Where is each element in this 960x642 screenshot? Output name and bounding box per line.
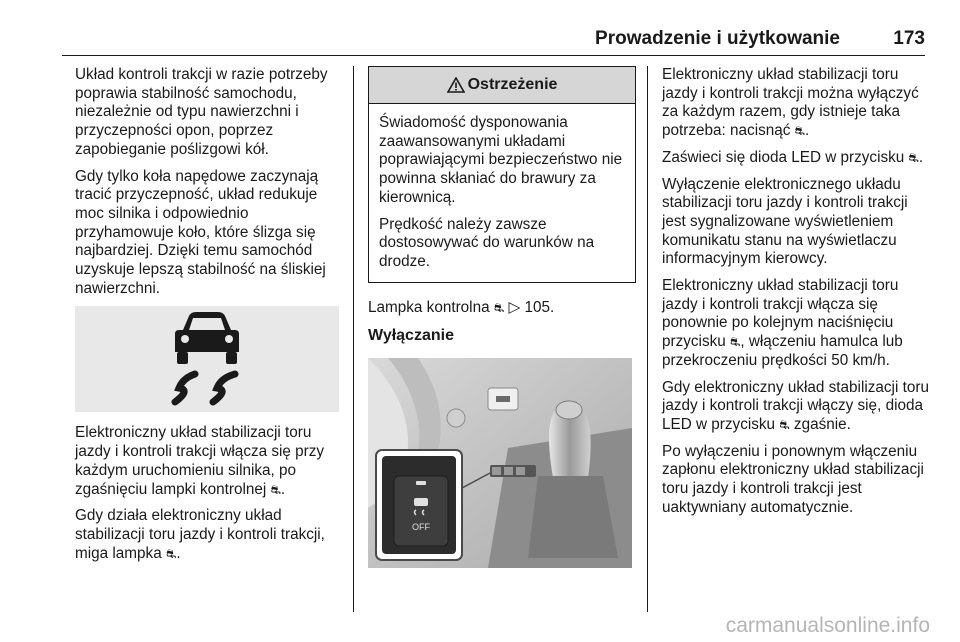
column-divider-2 (647, 66, 648, 612)
lamp-reference-page: 105. (524, 298, 555, 316)
lamp-reference: Lampka kontrolna ⛐ ▷ 105. (368, 298, 555, 316)
warning-body (369, 104, 635, 282)
esc-off-icon: ⛐ (730, 335, 741, 350)
warning-header (369, 67, 635, 104)
paragraph-can-disable: Elektroniczny układ stabilizacji toru jazdy i kontroli trakcji można wyłączyć za każdym razem, gdy istnieje taka potrzeba: nacisnąć ⛐. (662, 66, 919, 140)
column-right (662, 66, 932, 525)
page-ref-icon: ▷ (508, 298, 521, 316)
column-divider-1 (353, 66, 354, 612)
warning-triangle-icon (447, 77, 465, 93)
warning-paragraph-2: Prędkość należy zawsze dostosowywać do warunków na drodze. (379, 215, 595, 270)
page-header (0, 0, 960, 58)
warning-box (368, 66, 636, 283)
esc-warning-icon: ⛐ (493, 300, 505, 315)
column-left (75, 66, 347, 571)
paragraph-traction-function: Gdy tylko koła napędowe zaczynają tracić przyczepność, układ redukuje moc silnika i odpowiednio przyhamowuje koło, które ślizga się najbardziej. Dzięki temu samochód uzyskuje lepszą stabilność na śliskiej nawierzchni. (75, 167, 326, 297)
page-title: Prowadzenie i użytkowanie (595, 28, 840, 49)
warning-title: Ostrzeżenie (467, 75, 558, 93)
skid-car-symbol (75, 306, 339, 412)
esc-off-icon: ⛐ (794, 124, 806, 139)
paragraph-reenable: Elektroniczny układ stabilizacji toru jazdy i kontroli trakcji włącza się ponownie po kolejnym naciśnięciu przycisku ⛐, włączeniu hamulca lub przekroczeniu prędkości 50 km/h. (662, 277, 903, 369)
esc-off-icon: ⛐ (908, 150, 919, 165)
header-divider (62, 55, 925, 56)
esc-off-icon: ⛐ (779, 417, 790, 432)
console-photo (368, 358, 632, 568)
paragraph-led-on: Zaświeci się dioda LED w przycisku ⛐. (662, 148, 924, 166)
esc-warning-icon: ⛐ (165, 546, 177, 561)
page-number: 173 (893, 28, 925, 49)
watermark: carmanualsonline.info (725, 614, 930, 637)
column-middle (368, 66, 636, 568)
skid-car-figure (75, 306, 339, 412)
off-button-label: OFF (412, 522, 430, 533)
led-indicator (416, 481, 426, 485)
warning-paragraph-1: Świadomość dysponowania zaawansowanymi układami poprawiającymi bezpieczeństwo nie powinna skłaniać do brawury za kierownicą. (379, 114, 623, 206)
paragraph-traction-intro: Układ kontroli trakcji w razie potrzeby poprawia stabilność samochodu, niezależnie od typu nawierzchni i przyczepności opon, poprzez zapobieganie poślizgowi kół. (75, 66, 328, 158)
paragraph-auto-enable: Elektroniczny układ stabilizacji toru jazdy i kontroli trakcji włącza się przy każdym uruchomieniu silnika, po zgaśnięciu lampki kontrolnej ⛐. (75, 424, 325, 498)
paragraph-status-message: Wyłączenie elektronicznego układu stabilizacji toru jazdy i kontroli trakcji jest sygnalizowane wyświetleniem komunikatu stanu na wyświetlaczu informacyjnym kierowcy. (662, 175, 908, 268)
paragraph-led-off: Gdy elektroniczny układ stabilizacji toru jazdy i kontroli trakcji włączy się, dioda LED w przycisku ⛐ zgaśnie. (662, 378, 929, 433)
section-title-disabling: Wyłączanie (368, 327, 454, 345)
paragraph-lamp-blinks: Gdy działa elektroniczny układ stabilizacji toru jazdy i kontroli trakcji, miga lampka ⛐. (75, 507, 325, 562)
paragraph-auto-reactivate: Po wyłączeniu i ponownym włączeniu zapłonu elektroniczny układ stabilizacji toru jazdy i kontroli trakcji jest uaktywniany automatycznie. (662, 442, 924, 516)
esc-warning-icon: ⛐ (270, 482, 281, 497)
console-illustration (368, 358, 632, 568)
